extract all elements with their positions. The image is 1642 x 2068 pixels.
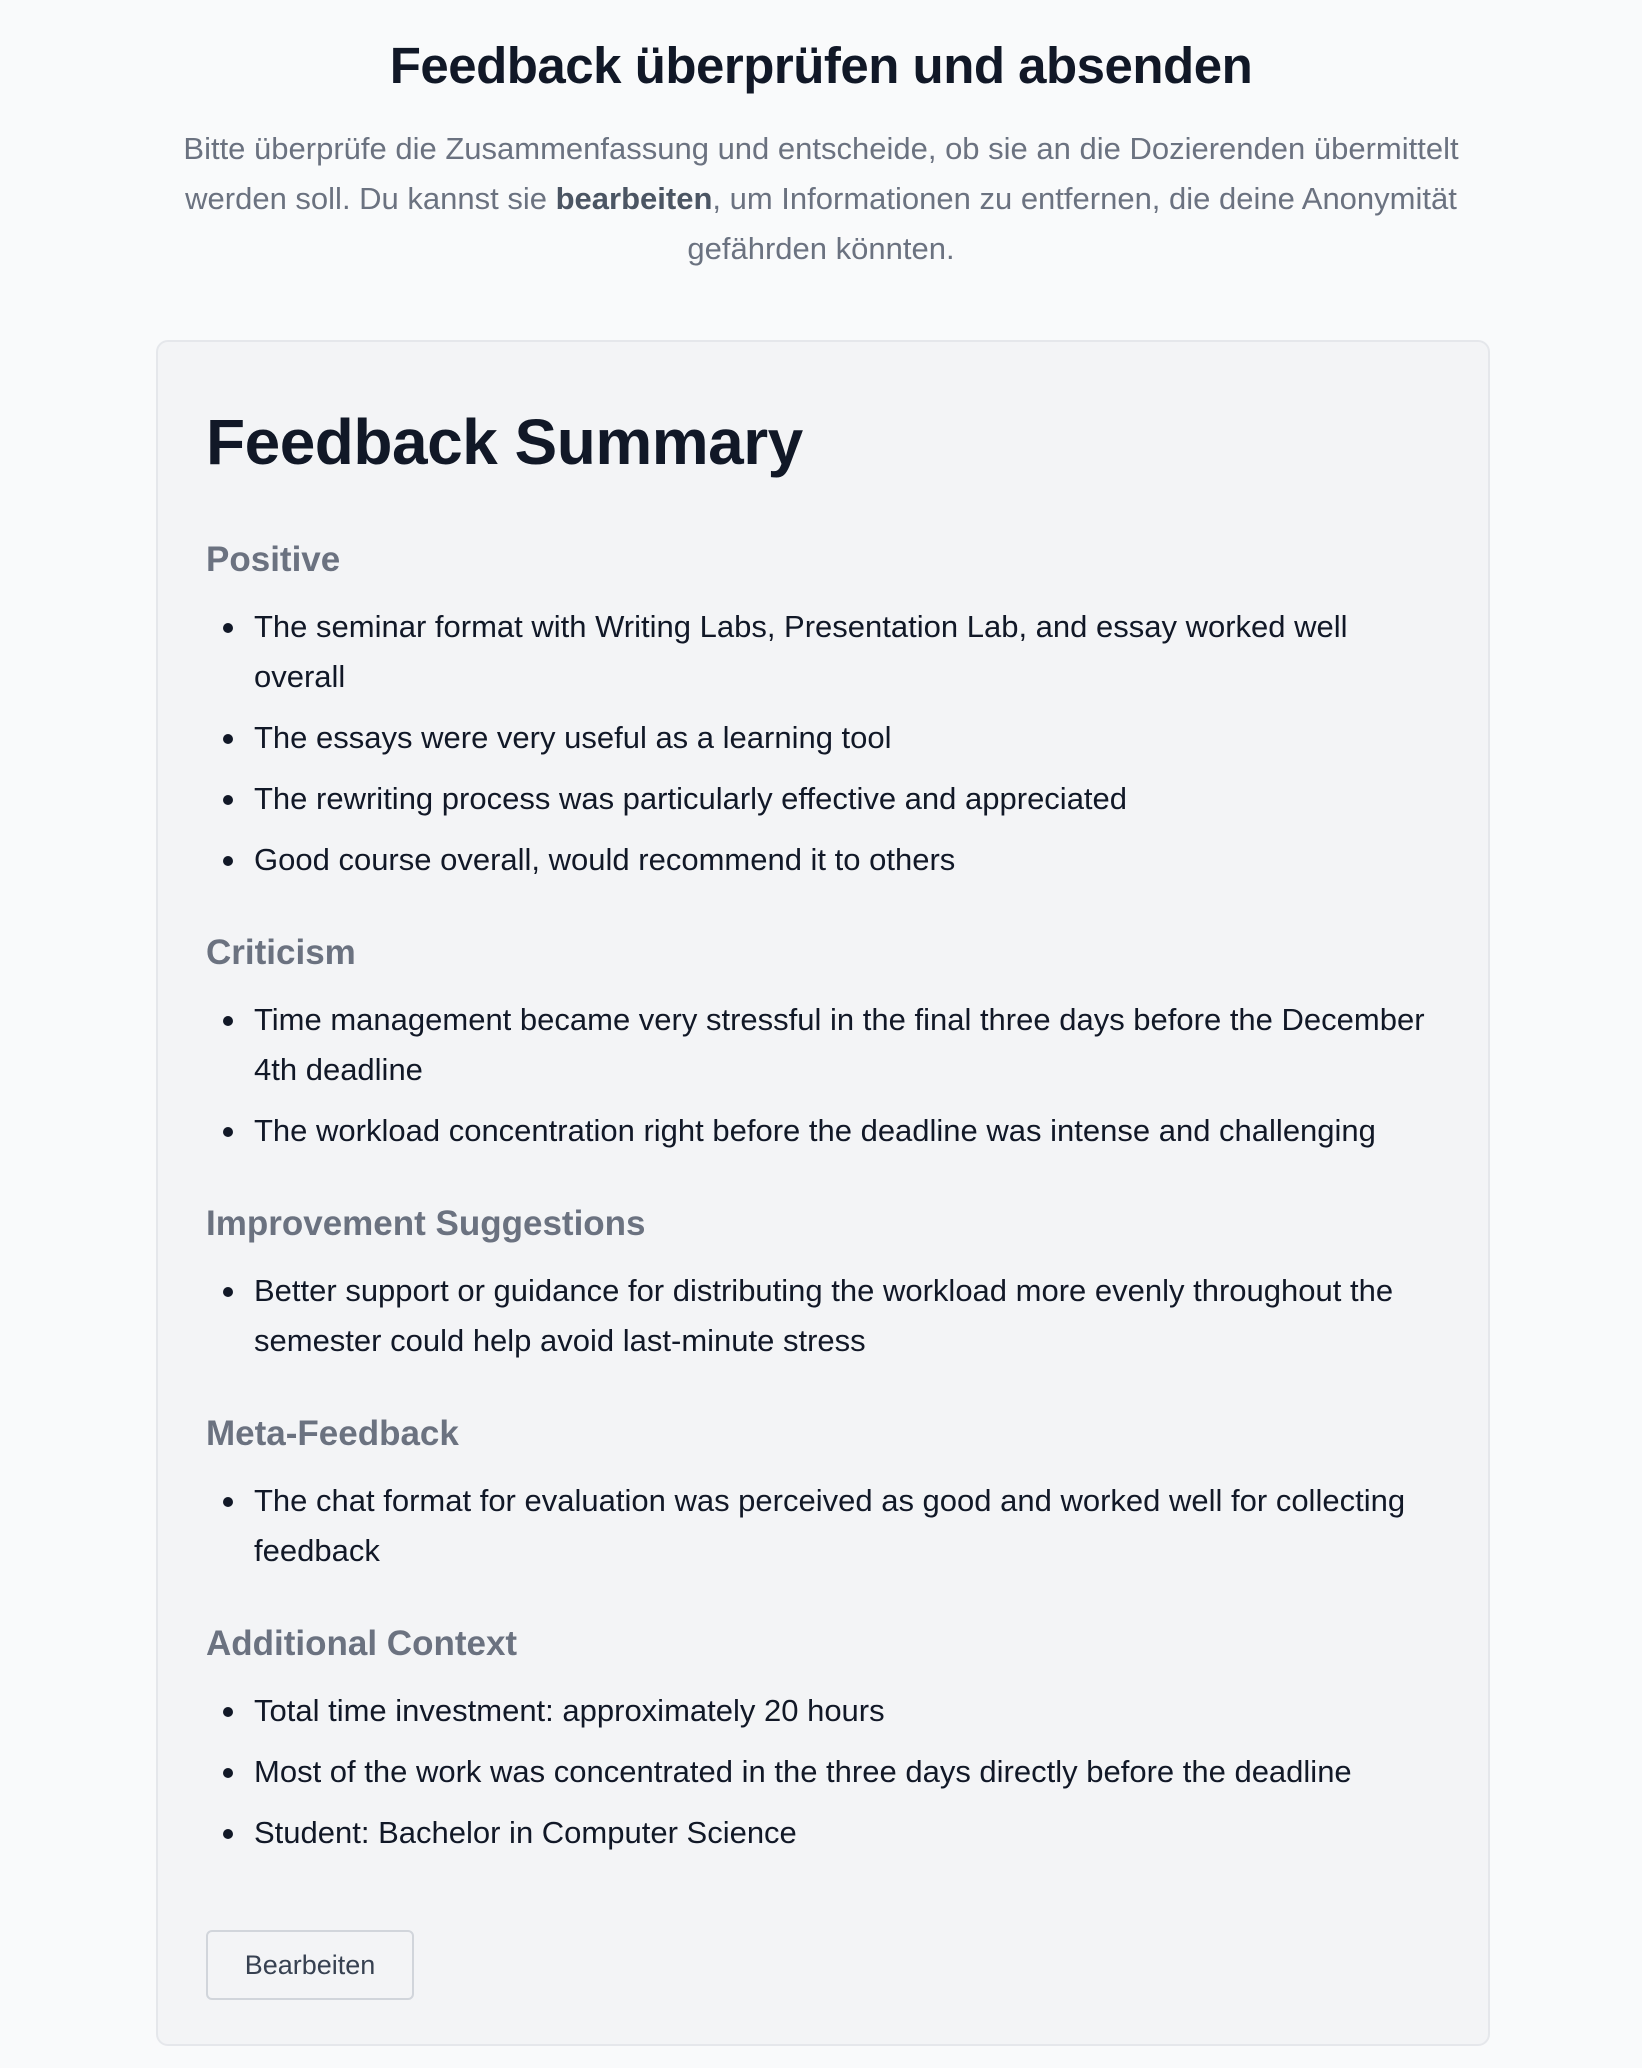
intro-text-end: , um Informationen zu entfernen, die deine Anonymität gefährden könnten. xyxy=(687,181,1457,266)
edit-button[interactable]: Bearbeiten xyxy=(206,1930,414,2000)
additional-context-list xyxy=(206,1686,1440,1858)
page-header xyxy=(0,0,1642,274)
intro-text xyxy=(151,124,1491,274)
list-item: Most of the work was concentrated in the three days directly before the deadline xyxy=(254,1747,1440,1797)
section-title-criticism: Criticism xyxy=(206,933,356,972)
list-item: Good course overall, would recommend it to others xyxy=(254,835,1440,885)
intro-text-start: Bitte überprüfe die Zusammenfassung und entscheide, ob sie an die Dozierenden übermittelt werden soll. Du kannst sie xyxy=(183,131,1459,216)
section-title-positive: Positive xyxy=(206,540,341,579)
positive-list xyxy=(206,602,1440,885)
feedback-summary-card xyxy=(156,340,1490,2046)
improvement-suggestions-list xyxy=(206,1266,1440,1366)
list-item: Time management became very stressful in the final three days before the December 4th deadline xyxy=(254,995,1440,1095)
section-title-additional-context: Additional Context xyxy=(206,1624,518,1663)
list-item: The chat format for evaluation was perceived as good and worked well for collecting feedback xyxy=(254,1476,1440,1576)
section-additional-context xyxy=(206,1620,1440,1858)
section-title-meta-feedback: Meta-Feedback xyxy=(206,1414,459,1453)
section-meta-feedback xyxy=(206,1410,1440,1576)
page-title: Feedback überprüfen und absenden xyxy=(389,37,1253,94)
list-item: The rewriting process was particularly effective and appreciated xyxy=(254,774,1440,824)
criticism-list xyxy=(206,995,1440,1156)
section-criticism xyxy=(206,929,1440,1156)
list-item: Student: Bachelor in Computer Science xyxy=(254,1808,1440,1858)
meta-feedback-list xyxy=(206,1476,1440,1576)
section-positive xyxy=(206,536,1440,885)
section-improvement-suggestions xyxy=(206,1200,1440,1366)
list-item: The essays were very useful as a learning tool xyxy=(254,713,1440,763)
section-title-improvement-suggestions: Improvement Suggestions xyxy=(206,1204,646,1243)
list-item: The seminar format with Writing Labs, Presentation Lab, and essay worked well overall xyxy=(254,602,1440,702)
intro-text-bold: bearbeiten xyxy=(555,181,713,216)
list-item: Total time investment: approximately 20 hours xyxy=(254,1686,1440,1736)
list-item: The workload concentration right before the deadline was intense and challenging xyxy=(254,1106,1440,1156)
list-item: Better support or guidance for distributing the workload more evenly throughout the semester could help avoid last-minute stress xyxy=(254,1266,1440,1366)
summary-title: Feedback Summary xyxy=(206,406,803,478)
